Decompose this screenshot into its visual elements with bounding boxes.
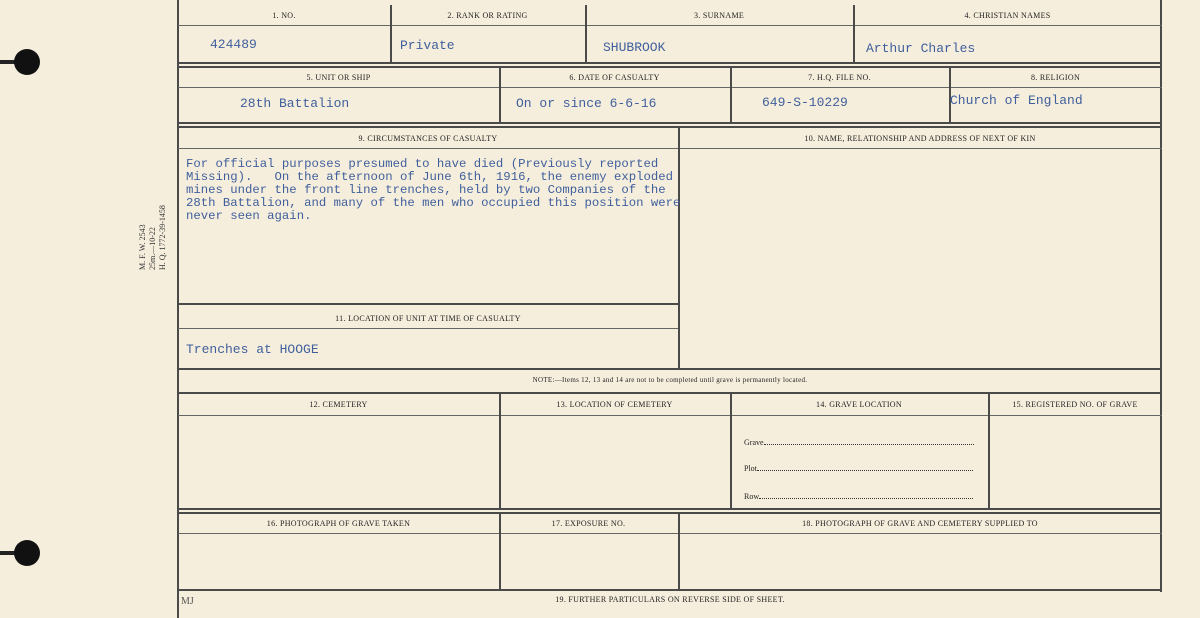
note: NOTE:—Items 12, 13 and 14 are not to be completed until grave is permanently located. [532,376,808,384]
form-number-line: 25m.—10-22 [148,227,157,270]
divider [178,589,1162,591]
form-number-line: H. Q. 1772-39-1458 [158,205,167,270]
divider [178,533,1162,534]
value-location: Trenches at HOOGE [186,342,319,357]
punch-hole [14,540,40,566]
header-exposure: 17. EXPOSURE NO. [551,519,626,528]
value-date: On or since 6-6-16 [516,96,657,111]
footer-further-particulars: 19. FURTHER PARTICULARS ON REVERSE SIDE OF SHEET. [555,595,785,604]
divider [178,508,1162,510]
divider [178,62,1162,64]
header-hq-file: 7. H.Q. FILE NO. [808,73,871,82]
form-number [138,205,168,270]
border [1160,0,1162,592]
value-surname: SHUBROOK [603,40,666,55]
plot-field [744,462,973,473]
value-christian-names: Arthur Charles [866,41,976,56]
header-unit: 5. UNIT OR SHIP [306,73,371,82]
row-field [744,490,973,501]
form-number-line: M. F. W. 2543 [138,224,147,270]
grave-label: Grave [744,438,764,447]
header-cemetery: 12. CEMETERY [309,400,368,409]
punch-hole [14,49,40,75]
header-no: 1. NO. [272,11,296,20]
divider [988,392,990,508]
header-photo-taken: 16. PHOTOGRAPH OF GRAVE TAKEN [266,519,411,528]
header-christian-names: 4. CHRISTIAN NAMES [964,11,1051,20]
header-next-of-kin: 10. NAME, RELATIONSHIP AND ADDRESS OF NEXT OF KIN [804,134,1036,143]
value-religion: Church of England [950,93,1083,108]
value-unit: 28th Battalion [240,96,350,111]
divider [178,122,1162,124]
value-circumstances: For official purposes presumed to have died (Previously reported Missing). On the afternoon of June 6th, 1916, the enemy exploded mines under the front line trenches, held by two Companies of the 28th Battalion, and many of the men who occupied this position were never seen again. [186,157,681,223]
divider [178,392,1162,394]
value-rank: Private [400,38,455,53]
divider [499,392,501,508]
plot-label: Plot [744,464,757,473]
row-label: Row [744,492,760,501]
dotted-line [757,462,973,471]
divider [178,512,1162,514]
divider [178,368,1162,370]
divider [178,415,1162,416]
header-cemetery-location: 13. LOCATION OF CEMETERY [556,400,673,409]
header-photo-supplied: 18. PHOTOGRAPH OF GRAVE AND CEMETERY SUPPLIED TO [802,519,1038,528]
value-no: 424489 [210,37,257,52]
header-circumstances: 9. CIRCUMSTANCES OF CASUALTY [358,134,498,143]
header-grave-location: 14. GRAVE LOCATION [816,400,902,409]
divider [178,303,678,305]
divider [178,25,1162,26]
header-rank: 2. RANK OR RATING [447,11,528,20]
clerk-initials: MJ [181,596,194,607]
header-date: 6. DATE OF CASUALTY [569,73,660,82]
dotted-line [759,490,973,499]
header-surname: 3. SURNAME [693,11,745,20]
header-location: 11. LOCATION OF UNIT AT TIME OF CASUALTY [335,314,521,323]
header-registered-no: 15. REGISTERED NO. OF GRAVE [1012,400,1138,409]
grave-field [744,436,974,447]
divider [730,392,732,508]
divider [178,87,1162,88]
divider [178,328,678,329]
divider [178,126,1162,128]
divider [178,148,1162,149]
value-hq-file: 649-S-10229 [762,95,848,110]
header-religion: 8. RELIGION [1030,73,1081,82]
divider [178,66,1162,68]
dotted-line [764,436,974,445]
